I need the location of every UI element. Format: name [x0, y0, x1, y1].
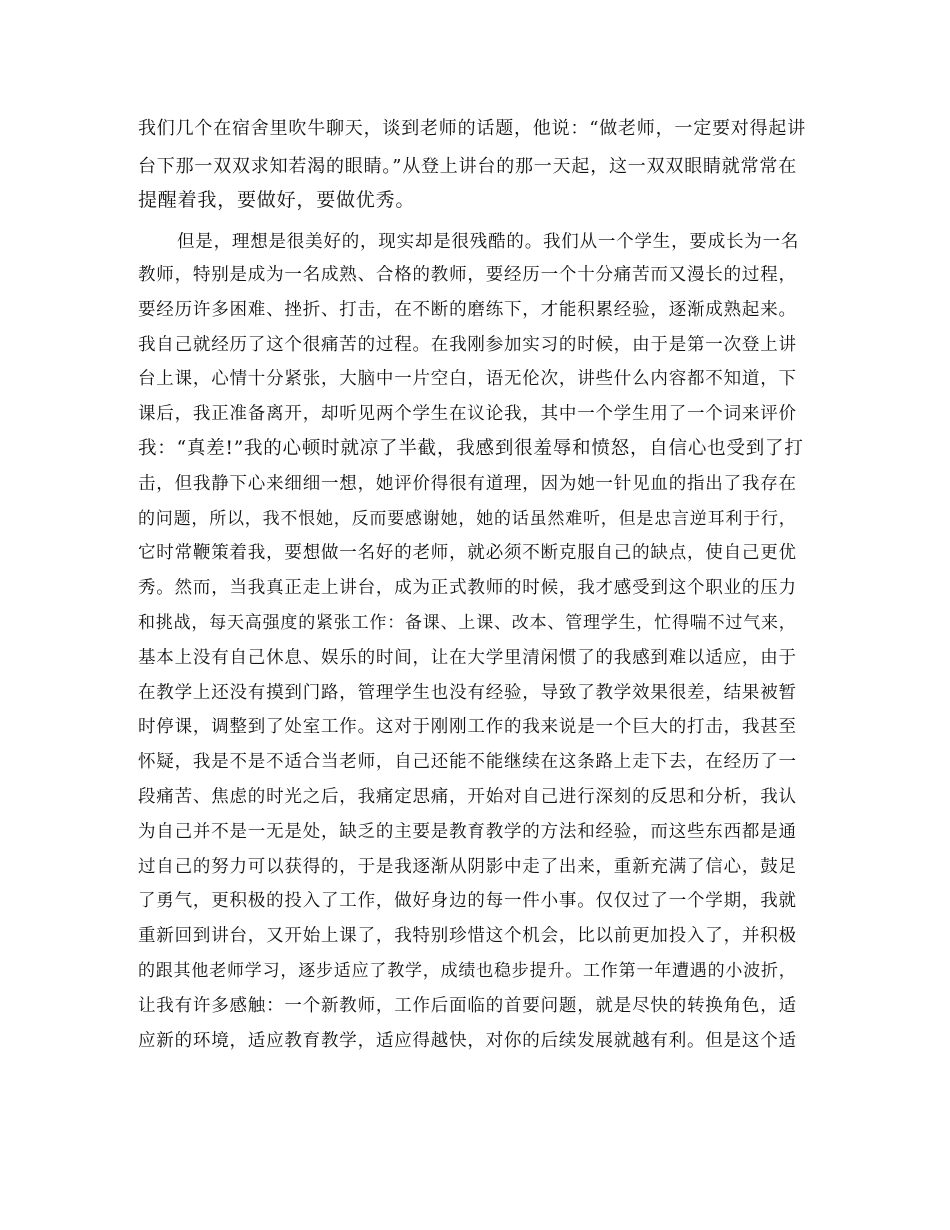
text-line: 怀疑，我是不是不适合当老师，自己还能不能继续在这条路上走下去，在经历了一 — [138, 752, 797, 772]
text-line: 台上课，心情十分紧张，大脑中一片空白，语无伦次，讲些什么内容都不知道，下 — [138, 369, 797, 389]
text-line: 段痛苦、焦虑的时光之后，我痛定思痛，开始对自己进行深刻的反思和分析，我认 — [138, 787, 797, 807]
text-line: 过自己的努力可以获得的，于是我逐渐从阴影中走了出来，重新充满了信心，鼓足 — [138, 857, 797, 877]
text-line: 为自己并不是一无是处，缺乏的主要是教育教学的方法和经验，而这些东西都是通 — [138, 822, 797, 842]
text-line: 但是，理想是很美好的，现实却是很残酷的。我们从一个学生，要成长为一名 — [177, 232, 800, 252]
text-line: 在教学上还没有摸到门路，管理学生也没有经验，导致了教学效果很差，结果被暂 — [138, 683, 797, 703]
text-line: 基本上没有自己休息、娱乐的时间，让在大学里清闲惯了的我感到难以适应，由于 — [138, 648, 797, 668]
text-line: 击，但我静下心来细细一想，她评价得很有道理，因为她一针见血的指出了我存在 — [138, 474, 797, 494]
text-line: 课后，我正准备离开，却听见两个学生在议论我，其中一个学生用了一个词来评价 — [138, 404, 797, 424]
text-line: 时停课，调整到了处室工作。这对于刚刚工作的我来说是一个巨大的打击，我甚至 — [138, 717, 797, 737]
text-line: 和挑战，每天高强度的紧张工作：备课、上课、改本、管理学生，忙得喘不过气来， — [138, 613, 797, 633]
text-line: 我们几个在宿舍里吹牛聊天，谈到老师的话题，他说：“做老师，一定要对得起讲 — [138, 118, 806, 139]
text-line: 台下那一双双求知若渴的眼睛。”从登上讲台的那一天起，这一双双眼睛就常常在 — [138, 156, 797, 177]
text-line: 要经历许多困难、挫折、打击，在不断的磨练下，才能积累经验，逐渐成熟起来。 — [138, 300, 797, 320]
text-line: 提醒着我，要做好，要做优秀。 — [138, 189, 416, 211]
text-line: 我自己就经历了这个很痛苦的过程。在我刚参加实习的时候，由于是第一次登上讲 — [138, 335, 797, 355]
text-line: 了勇气，更积极的投入了工作，做好身边的每一件小事。仅仅过了一个学期，我就 — [138, 891, 797, 911]
text-line: 它时常鞭策着我，要想做一名好的老师，就必须不断克服自己的缺点，使自己更优 — [138, 543, 797, 563]
text-line: 的问题，所以，我不恨她，反而要感谢她，她的话虽然难听，但是忠言逆耳利于行， — [138, 509, 797, 529]
text-line: 的跟其他老师学习，逐步适应了教学，成绩也稳步提升。工作第一年遭遇的小波折， — [138, 961, 797, 981]
text-line: 应新的环境，适应教育教学，适应得越快，对你的后续发展就越有利。但是这个适 — [138, 1031, 797, 1051]
text-line: 我：“真差!”我的心顿时就凉了半截，我感到很羞辱和愤怒，自信心也受到了打 — [138, 438, 804, 459]
text-line: 教师，特别是成为一名成熟、合格的教师，要经历一个十分痛苦而又漫长的过程， — [138, 265, 797, 285]
text-line: 让我有许多感触：一个新教师，工作后面临的首要问题，就是尽快的转换角色，适 — [138, 996, 797, 1016]
text-line: 重新回到讲台，又开始上课了，我特别珍惜这个机会，比以前更加投入了，并积极 — [138, 926, 797, 946]
text-line: 秀。然而，当我真正走上讲台，成为正式教师的时候，我才感受到这个职业的压力 — [138, 578, 797, 598]
